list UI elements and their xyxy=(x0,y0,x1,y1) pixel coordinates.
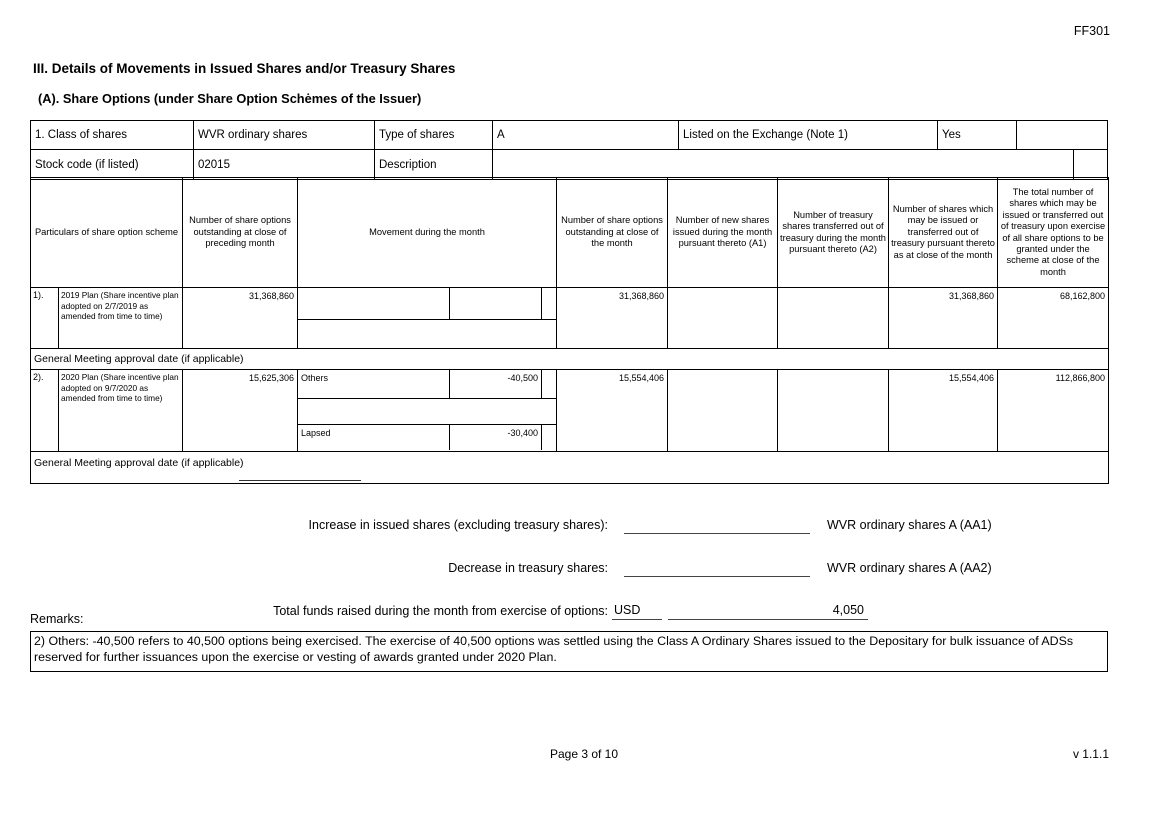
listed-on-exchange-label: Listed on the Exchange (Note 1) xyxy=(679,121,938,149)
listed-on-exchange-value: Yes xyxy=(938,121,1017,149)
summary-section xyxy=(30,506,1108,635)
col-header-particulars: Particulars of share option scheme xyxy=(31,178,183,288)
total-under-scheme-value: 112,866,800 xyxy=(998,370,1109,452)
movement-label: Lapsed xyxy=(298,425,450,450)
treasury-out-a2-value xyxy=(778,370,889,452)
funds-currency: USD xyxy=(612,603,662,620)
scheme-particulars: 2020 Plan (Share incentive plan adopted on 9/7/2020 as amended from time to time) xyxy=(59,370,183,452)
col-header-close-of-month: Number of share options outstanding at close of the month xyxy=(557,178,668,288)
treasury-out-a2-value xyxy=(778,288,889,349)
stock-code-label: Stock code (if listed) xyxy=(31,150,194,179)
type-of-shares-value: A xyxy=(493,121,679,149)
share-options-table-wrap xyxy=(30,177,1109,484)
scheme-particulars: 2019 Plan (Share incentive plan adopted on 2/7/2019 as amended from time to time) xyxy=(59,288,183,349)
description-label: Description xyxy=(375,150,493,179)
col-header-total-under-scheme: The total number of shares which may be issued or transferred out of treasury upon exercise of all share options to be granted under the scheme at close of the month xyxy=(998,178,1109,288)
col-header-treasury-out-a2: Number of treasury shares transferred out of treasury during the month pursuant thereto (A2) xyxy=(778,178,889,288)
subsection-title: (A). Share Options (under Share Option Schėmes of the Issuer) xyxy=(38,91,422,106)
empty-cell xyxy=(1074,150,1107,179)
movement-entry xyxy=(298,370,556,399)
may-be-issued-value: 15,554,406 xyxy=(889,370,998,452)
info-row-1 xyxy=(31,121,1107,150)
options-table-header-row xyxy=(31,178,1109,288)
close-of-month-value: 15,554,406 xyxy=(557,370,668,452)
increase-value-blank xyxy=(624,512,810,534)
decrease-value-blank xyxy=(624,555,810,577)
col-header-movement: Movement during the month xyxy=(298,178,557,288)
remarks-label: Remarks: xyxy=(30,612,84,626)
increase-issued-shares-label: Increase in issued shares (excluding treasury shares): xyxy=(308,518,608,532)
page-number: Page 3 of 10 xyxy=(549,747,619,761)
form-code: FF301 xyxy=(1073,24,1110,38)
general-meeting-row-2 xyxy=(31,452,1109,484)
preceding-month-value: 15,625,306 xyxy=(183,370,298,452)
movement-cell xyxy=(298,288,557,349)
class-of-shares-value: WVR ordinary shares xyxy=(194,121,375,149)
section-title: III. Details of Movements in Issued Shares and/or Treasury Shares xyxy=(33,61,456,76)
movement-entry xyxy=(298,288,556,320)
total-funds-raised-row xyxy=(30,592,1108,620)
movement-cell xyxy=(298,370,557,452)
empty-cell xyxy=(1017,121,1107,149)
general-meeting-wrap xyxy=(34,455,1108,481)
general-meeting-row-1 xyxy=(31,349,1109,370)
col-header-new-shares-a1: Number of new shares issued during the month pursuant thereto (A1) xyxy=(668,178,778,288)
decrease-treasury-shares-label: Decrease in treasury shares: xyxy=(448,561,608,575)
movement-value xyxy=(450,288,542,319)
decrease-share-class: WVR ordinary shares A (AA2) xyxy=(827,561,992,575)
movement-label xyxy=(298,288,450,319)
col-header-preceding-month: Number of share options outstanding at close of preceding month xyxy=(183,178,298,288)
share-class-info-table xyxy=(30,120,1108,180)
movement-value: -40,500 xyxy=(450,370,542,398)
general-meeting-cell xyxy=(31,452,1109,484)
movement-spacer xyxy=(298,399,556,424)
decrease-treasury-shares-row xyxy=(30,549,1108,577)
general-meeting-label: General Meeting approval date (if applicable) xyxy=(31,349,1109,370)
version-label: v 1.1.1 xyxy=(1072,747,1109,761)
general-meeting-label: General Meeting approval date (if applicable) xyxy=(34,456,244,469)
total-under-scheme-value: 68,162,800 xyxy=(998,288,1109,349)
new-shares-a1-value xyxy=(668,370,778,452)
remarks-box xyxy=(30,631,1108,672)
scheme-row-2020-plan xyxy=(31,370,1109,452)
stock-code-value: 02015 xyxy=(194,150,375,179)
general-meeting-date-blank xyxy=(239,480,361,481)
funds-amount: 4,050 xyxy=(668,603,868,620)
share-options-table xyxy=(30,177,1109,484)
close-of-month-value: 31,368,860 xyxy=(557,288,668,349)
info-row-2 xyxy=(31,150,1107,179)
class-of-shares-label: 1. Class of shares xyxy=(31,121,194,149)
increase-share-class: WVR ordinary shares A (AA1) xyxy=(827,518,992,532)
row-index: 1). xyxy=(31,288,59,349)
row-index: 2). xyxy=(31,370,59,452)
description-value xyxy=(493,150,1074,179)
may-be-issued-value: 31,368,860 xyxy=(889,288,998,349)
remarks-text: 2) Others: -40,500 refers to 40,500 options being exercised. The exercise of 40,500 options was settled using the Class A Ordinary Shares issued to the Depositary for bulk issuance of ADSs reserved for further issuances upon the exercise or vesting of awards granted under 2020 Plan. xyxy=(34,634,1074,664)
preceding-month-value: 31,368,860 xyxy=(183,288,298,349)
movement-value: -30,400 xyxy=(450,425,542,450)
movement-entry xyxy=(298,424,556,450)
total-funds-raised-label: Total funds raised during the month from exercise of options: xyxy=(273,604,608,618)
increase-issued-shares-row xyxy=(30,506,1108,534)
new-shares-a1-value xyxy=(668,288,778,349)
movement-label: Others xyxy=(298,370,450,398)
col-header-may-be-issued: Number of shares which may be issued or transferred out of treasury pursuant thereto as at close of the month xyxy=(889,178,998,288)
type-of-shares-label: Type of shares xyxy=(375,121,493,149)
scheme-row-2019-plan xyxy=(31,288,1109,349)
